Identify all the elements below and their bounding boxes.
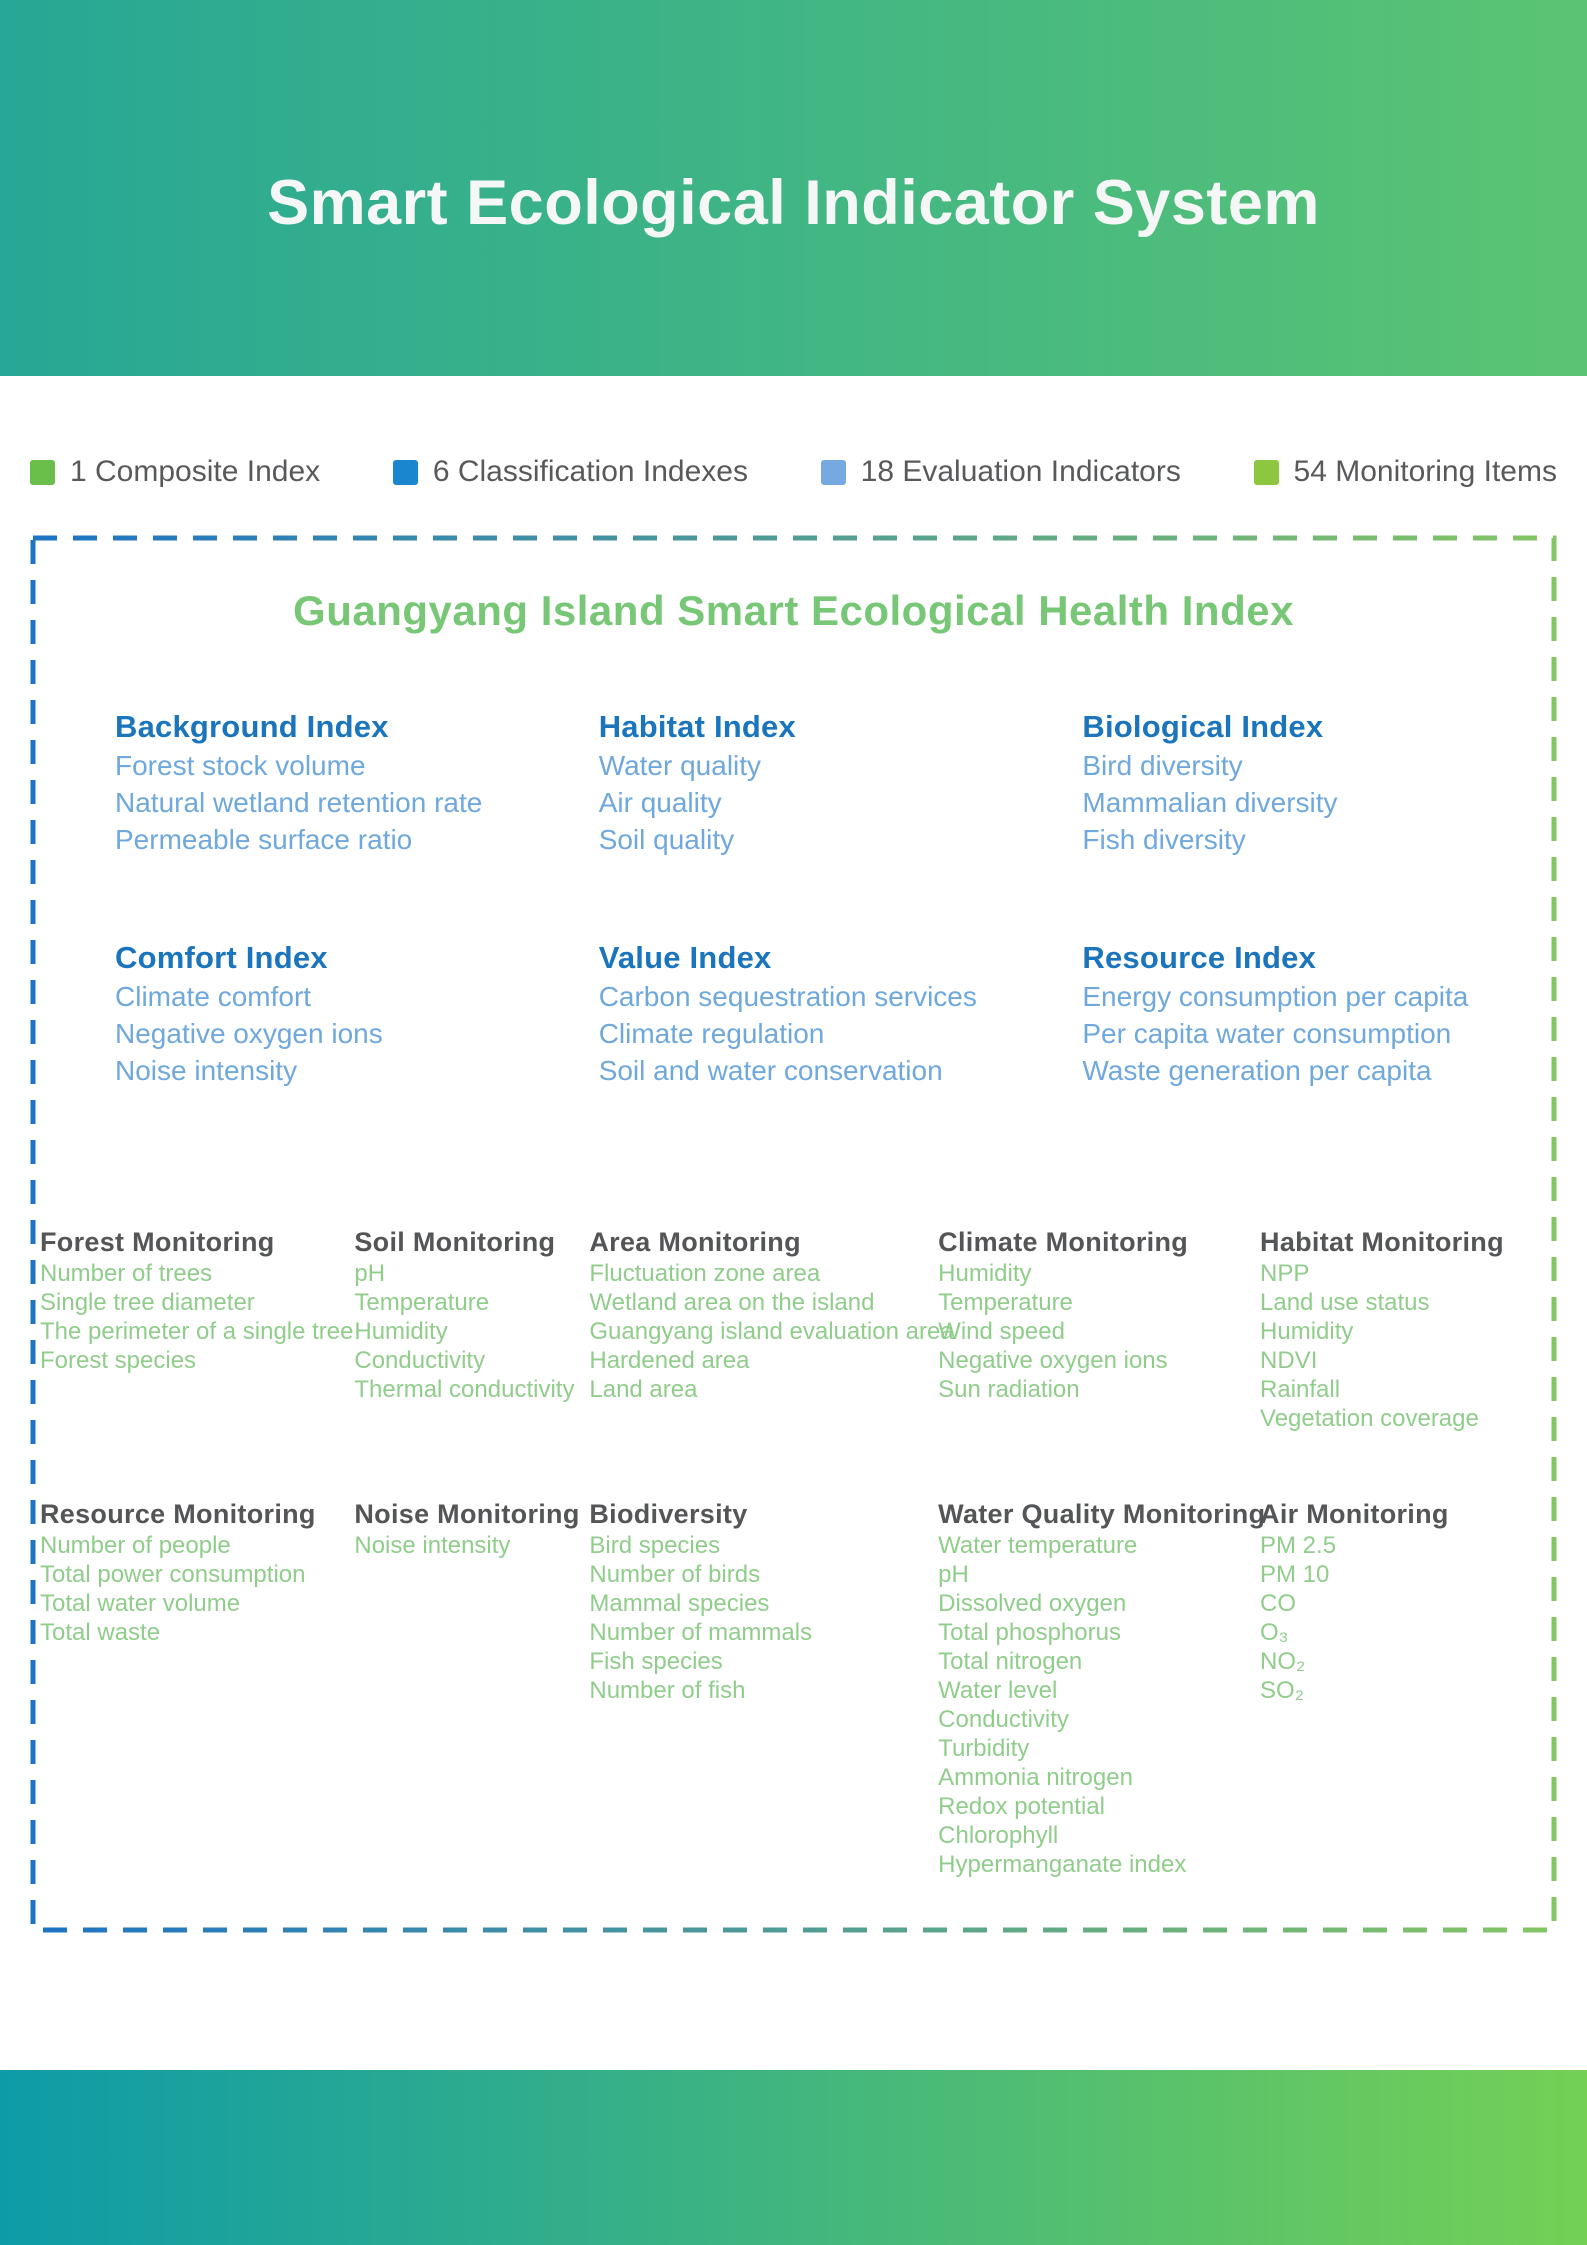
legend-label: 6 Classification Indexes	[432, 455, 748, 488]
monitoring-card-title: Soil Monitoring	[354, 1227, 556, 1257]
list-item: Hypermanganate index	[938, 1851, 1187, 1878]
list-item: Thermal conductivity	[354, 1376, 575, 1403]
monitoring-card-title: Resource Monitoring	[40, 1499, 316, 1529]
monitoring-card-title: Climate Monitoring	[938, 1227, 1189, 1257]
panel-title: Guangyang Island Smart Ecological Health Index	[293, 587, 1294, 634]
legend-label: 54 Monitoring Items	[1293, 455, 1557, 488]
list-item: Single tree diameter	[40, 1289, 255, 1316]
list-item: Negative oxygen ions	[115, 1018, 383, 1049]
monitoring-card-title: Forest Monitoring	[40, 1227, 275, 1257]
list-item: Hardened area	[589, 1347, 750, 1374]
legend-item-monitoring-items	[1254, 455, 1557, 489]
list-item: Soil quality	[598, 824, 735, 855]
list-item: Turbidity	[938, 1735, 1030, 1762]
index-card-title: Habitat Index	[598, 709, 796, 744]
list-item: Total nitrogen	[938, 1648, 1083, 1675]
monitoring-card-title: Area Monitoring	[589, 1227, 801, 1257]
list-item: Total phosphorus	[938, 1619, 1121, 1646]
list-item: Noise intensity	[115, 1055, 298, 1086]
list-item: Wetland area on the island	[589, 1289, 875, 1316]
list-item: Soil and water conservation	[598, 1055, 943, 1086]
list-item: Ammonia nitrogen	[938, 1764, 1133, 1791]
list-item: pH	[354, 1260, 386, 1287]
blue-square-icon	[393, 460, 418, 485]
list-item: Conductivity	[938, 1706, 1069, 1733]
light-green-square-icon	[1254, 460, 1279, 485]
list-item: Per capita water consumption	[1082, 1018, 1452, 1049]
list-item: Water quality	[598, 750, 762, 781]
footer-bar	[0, 2070, 1587, 2245]
list-item: Mammalian diversity	[1082, 787, 1338, 818]
list-item: NDVI	[1260, 1347, 1318, 1374]
list-item: Dissolved oxygen	[938, 1590, 1127, 1617]
list-item: Vegetation coverage	[1260, 1405, 1479, 1432]
list-item: Carbon sequestration services	[598, 981, 977, 1012]
list-item: Number of fish	[589, 1677, 746, 1704]
list-item: Negative oxygen ions	[938, 1347, 1168, 1374]
list-item: CO	[1260, 1590, 1297, 1617]
list-item: Sun radiation	[938, 1376, 1080, 1403]
list-item: Water temperature	[938, 1532, 1138, 1559]
list-item: Humidity	[354, 1318, 448, 1345]
list-item: Wind speed	[938, 1318, 1065, 1345]
list-item: Fish diversity	[1082, 824, 1246, 855]
light-blue-square-icon	[821, 460, 846, 485]
list-item: Bird species	[589, 1532, 721, 1559]
list-item: Humidity	[1260, 1318, 1354, 1345]
index-card-title: Value Index	[598, 940, 772, 975]
list-item: Noise intensity	[354, 1532, 511, 1559]
list-item: Humidity	[938, 1260, 1032, 1287]
health-index-panel	[30, 535, 1557, 1933]
legend-item-evaluation-indicators	[821, 455, 1181, 489]
monitoring-card-title: Habitat Monitoring	[1260, 1227, 1504, 1257]
monitoring-card-title: Air Monitoring	[1260, 1499, 1449, 1529]
list-item: Waste generation per capita	[1082, 1055, 1432, 1086]
list-item: Redox potential	[938, 1793, 1105, 1820]
list-item: Rainfall	[1260, 1376, 1341, 1403]
list-item: NPP	[1260, 1260, 1310, 1287]
header-banner	[0, 0, 1587, 376]
legend	[30, 447, 1557, 497]
list-item: Energy consumption per capita	[1082, 981, 1469, 1012]
legend-label: 18 Evaluation Indicators	[860, 455, 1181, 488]
monitoring-card-title: Noise Monitoring	[354, 1499, 580, 1529]
list-item: Total water volume	[40, 1590, 241, 1617]
list-item: SO₂	[1260, 1677, 1305, 1704]
legend-label: 1 Composite Index	[70, 455, 321, 488]
list-item: Number of trees	[40, 1260, 213, 1287]
list-item: Guangyang island evaluation area	[589, 1318, 954, 1345]
list-item: Bird diversity	[1082, 750, 1243, 781]
list-item: Land use status	[1260, 1289, 1430, 1316]
list-item: Temperature	[354, 1289, 490, 1316]
list-item: Mammal species	[589, 1590, 770, 1617]
list-item: Land area	[589, 1376, 698, 1403]
list-item: The perimeter of a single tree	[40, 1318, 354, 1345]
list-item: Water level	[938, 1677, 1058, 1704]
list-item: Fish species	[589, 1648, 723, 1675]
green-square-icon	[30, 460, 55, 485]
index-card-title: Biological Index	[1082, 709, 1324, 744]
list-item: Number of mammals	[589, 1619, 813, 1646]
monitoring-card-title: Water Quality Monitoring	[938, 1499, 1266, 1529]
list-item: Air quality	[598, 787, 722, 818]
list-item: Forest species	[40, 1347, 197, 1374]
index-card-title: Comfort Index	[115, 940, 328, 975]
index-card-title: Resource Index	[1082, 940, 1317, 975]
list-item: Number of people	[40, 1532, 231, 1559]
list-item: Fluctuation zone area	[589, 1260, 821, 1287]
list-item: Number of birds	[589, 1561, 761, 1588]
list-item: Chlorophyll	[938, 1822, 1059, 1849]
list-item: Forest stock volume	[115, 750, 366, 781]
list-item: Conductivity	[354, 1347, 486, 1374]
page-title: Smart Ecological Indicator System	[267, 168, 1320, 238]
legend-item-classification-indexes	[393, 455, 748, 489]
list-item: pH	[938, 1561, 969, 1588]
list-item: PM 10	[1260, 1561, 1330, 1588]
list-item: PM 2.5	[1260, 1532, 1337, 1559]
list-item: Temperature	[938, 1289, 1073, 1316]
list-item: Permeable surface ratio	[115, 824, 413, 855]
dashed-gradient-border	[30, 535, 1557, 1933]
list-item: Total waste	[40, 1619, 161, 1646]
list-item: Natural wetland retention rate	[115, 787, 483, 818]
list-item: NO₂	[1260, 1648, 1306, 1675]
monitoring-card-title: Biodiversity	[589, 1499, 748, 1529]
legend-item-composite-index	[30, 455, 320, 489]
list-item: Total power consumption	[40, 1561, 306, 1588]
list-item: Climate comfort	[115, 981, 312, 1012]
list-item: O₃	[1260, 1619, 1289, 1646]
index-card-title: Background Index	[115, 709, 389, 744]
list-item: Climate regulation	[598, 1018, 825, 1049]
